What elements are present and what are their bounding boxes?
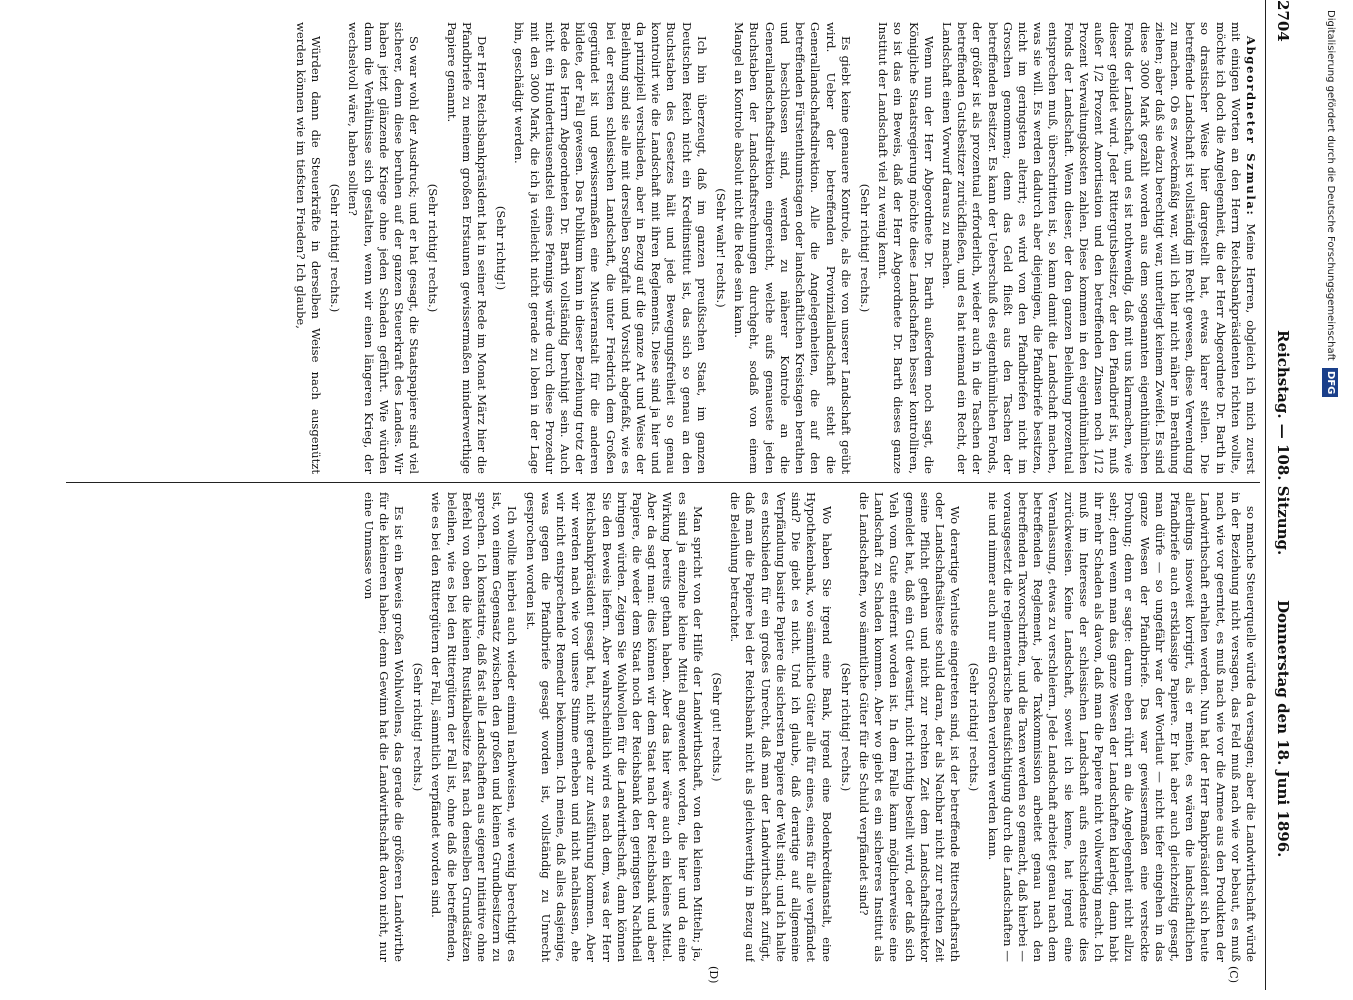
paragraph: Wo haben Sie irgend eine Bank, irgend eine Bodenkreditanstalt, eine Hypothekenbank, wo sämmtliche Güter alle für eines, eines für alle verpfändet sind? Die giebt es nicht. Und ich glaube, daß derartige auf allgemeine Verpfändung basirte Papiere die sichersten Papiere der Welt sind; und ich halte es entschieden für ein großes Unrecht, daß man der Landwirthschaft zufügt, daß man die Papiere bei der Reichsbank nicht als gleichwerthig in Bezug auf die Beleihung betrachtet.: [728, 492, 834, 962]
interjection: (Sehr richtig! rechts.): [411, 662, 426, 792]
paragraph: Wenn nun der Herr Abgeordnete Dr. Barth außerdem noch sagt, die Königliche Staatsregierung möchte diese Landschaften besser kontrolliren, so ist das ein Beweis, daß der Herr Abgeordnete Dr. Barth dieses ganze Institut der Landschaft viel zu wenig kennt.: [876, 22, 936, 474]
right-column: [68, 492, 1258, 962]
paragraph: Es giebt keine genauere Kontrole, als die von unserer Landschaft geübt wird. Ueber der betreffenden Provinziallandschaft steht die Generallandschaftsdirektion. Alle die Angelegenheiten, die auf den betreffenden Fürstenthumstagen oder landschaftlichen Kreistagen berathen und beschlossen sind, werden zu näherer Kontrole an die Generallandschaftsdirektion eingereicht, welche aufs genaueste jeden Buchstaben der Landschaftsrechnungen durchgeht, sodaß von einem Mangel an Kontrole absolut nicht die Rede sein kann.: [732, 22, 853, 474]
page-number: 2704: [1274, 0, 1292, 42]
interjection: (Sehr richtig! rechts.): [857, 183, 872, 313]
interjection: (Sehr wahr! rechts.): [714, 188, 729, 308]
paragraph: Würden dann die Steuerkräfte in derselben Weise nach ausgenützt werden können wie im tiefsten Frieden? Ich glaube,: [293, 22, 324, 474]
paragraph: [939, 22, 1258, 474]
left-column: [68, 22, 1258, 474]
digitization-credit: [1318, 10, 1342, 690]
session-title: Reichstag. — 108. Sitzung.: [1274, 330, 1292, 556]
margin-marker-c: (C): [1227, 966, 1240, 983]
credit-text: Digitalisierung gefördert durch die Deutsche Forschungsgemeinschaft: [1325, 10, 1336, 361]
document-page: [60, 0, 1300, 990]
interjection: (Sehr richtig! rechts.): [838, 662, 853, 792]
speaker-name: Abgeordneter Szmula:: [1244, 36, 1258, 217]
interjection: (Sehr richtig! rechts.): [426, 183, 441, 313]
paragraph: Man spricht von der Hilfe der Landwirthschaft, von den kleinen Mitteln; ja, es sind ja einzelne kleine Mittel angewendet worden, die hier und da eine Wirkung bereits gethan haben. Aber das hier wäre auch ein kleines Mittel. Aber da sagt man: dies können wir dem Staat nach der Reichsbank und aber Papiere, die weder dem Staat noch der Reichsbank den geringsten Nachtheil bringen würden. Zeigen Sie Wohlwollen für die Landwirthschaft, dann können Sie den Beweis liefern. Aber wahrscheinlich wird es nach dem, was der Herr Reichsbankpräsident gesagt hat, nicht gerade zur Ausführung kommen. Aber wir werden nach wie vor unsere Stimme erheben und nicht nachlassen, ehe wir nicht entsprechende Remedur bekommen. Ich meine, daß alles dasjenige, was gegen die Pfandbriefe gesagt worden ist, vollständig zu Unrecht gesprochen worden ist.: [523, 492, 705, 962]
interjection: (Sehr gut! rechts.): [710, 672, 725, 782]
dfg-logo: DFG: [1322, 368, 1338, 397]
header-rule: [1265, 0, 1266, 990]
paragraph: so manche Steuerquelle würde da versagen; aber die Landwirthschaft würde in der Beziehung nicht versagen, das Feld muß nach wie vor bebaut, es muß nach wie vor geerntet, es muß nach wie vor die Armee aus den Produkten der Landwirthschaft erhalten werden. Nun hat der Herr Bankpräsident sich heute allerdings insoweit korrigirt, als er meinte, es wären die landschaftlichen Pfandbriefe auch erstklassige Papiere. Er hat aber auch gleichzeitig gesagt, man dürfe — so ungefähr war der Wortlaut — nicht tiefer eingehen in das ganze Wesen der Pfandbriefe. Das war gewissermaßen eine versteckte Drohung; denn er sagte: darum eben rührt an die Angelegenheit nicht allzu sehr; denn wenn man das ganze Wesen der Landschaften klarlegt, dann habt ihr mehr Schaden als davon, daß man die Papiere nicht vollwerthig macht. Ich muß im Interesse der schlesischen Landschaft aufs entschiedenste dies zurückweisen. Keine Landschaft, soweit ich sie kenne, hat irgend eine Veranlassung, etwas zu verschleiern. Jede Landschaft arbeitet genau nach dem betreffenden Reglement, jede Taxkommission arbeitet genau nach den betreffenden Taxvorschriften, und die Taxen werden so gemacht, daß hierbei — vorausgesetzt die reglementarische Beaufsichtigung durch die Landschaften — nie und nimmer auch nur ein Groschen verloren werden kann.: [985, 492, 1258, 962]
paragraph: Ich wollte hierbei auch wieder einmal nachweisen, wie wenig berechtigt es ist, von einem Gegensatz zwischen den großen und kleinen Grundbesitzern zu sprechen. Ich konstatire, daß fast alle Landschaften aus eigener Initiative ohne Befehl von oben die kleinen Rustikalbesitze fast nach denselben Grundsätzen beleihen, wie es bei den Rittergütern der Fall ist, ohne daß die betreffenden, wie es bei den Rittergütern der Fall, sämmtlich verpfändet worden sind.: [429, 492, 520, 962]
speech-text: Meine Herren, obgleich ich mich zuerst mit einigen Worten an den Herrn Reichsbankpräsidenten richten wollte, möchte ich doch die Angelegenheit, die der Herr Abgeordnete Dr. Barth in so drastischer Weise hier dargestellt hat, etwas klarer stellen. Die betreffende Landschaft ist vollständig im Recht gewesen, diese Verwendung zu machen. Ob es zweckmäßig war, will ich hier nicht näher in Berathung ziehen; aber daß sie dazu berechtigt war, unterliegt keinem Zweifel. Es sind diese 3000 Mark gezahlt worden aus dem sogenannten eigenthümlichen Fonds der Landschaft, und es ist nothwendig, daß mit uns klarmachen, wie dieser gebildet wird. Jeder Rittergutsbesitzer, der den Pfandbrief ist, muß außer 1/2 Prozent Amortisation und den betreffenden Zinsen noch 1/12 Prozent Verwaltungskosten zahlen. Diese kommen in den eigenthümlichen Fonds der Landschaft. Wenn dieser, der den ganzen Beleihung prozentual entsprechen muß, überschritten ist, so kann damit die Landschaft machen, was sie will. Es werden dadurch aber diejenigen, die Pfandbriefe besitzen, nicht im geringsten alterirt; es wird von den Pfandbriefen nicht im Groschen genommen; denn das Geld fließt aus den Taschen der betreffenden Besitzer. Es kann der Ueberschuß des eigenthümlichen Fonds, der größer ist als prozentual erforderlich, wieder auch in die Taschen der betreffenden Gutsbesitzer zurückfließen, und es hat niemand ein Recht, der Landschaft einen Vorwurf daraus zu machen.: [939, 22, 1258, 474]
running-header: [1268, 0, 1292, 990]
interjection: (Sehr richtig! rechts.): [967, 662, 982, 792]
interjection: (Sehr richtig!): [494, 205, 509, 291]
paragraph: Wo derartige Verluste eingetreten sind, ist der betreffende Ritterschaftsrath oder Landschaftsälteste schuld daran, der als Nachbar nicht zur rechten Zeit seine Pflicht gethan und nicht zur rechten Zeit dem Landschaftsdirektor gemeldet hat, daß ein Gut devastirt, nicht richtig bestellt wird, oder daß sich Vieh vom Gute entfernt worden ist. In dem Falle kann möglicherweise eine Landschaft zu Schaden kommen. Aber wo giebt es ein sichereres Institut als die Landschaften, wo sämmtliche Güter für die Schuld verpfändet sind?: [856, 492, 963, 962]
session-date: Donnerstag den 18. Juni 1896.: [1274, 600, 1292, 858]
paragraph: Der Herr Reichsbankpräsident hat in seiner Rede im Monat März hier die Pfandbriefe zu meinem großen Erstaunen gewissermaßen minderwerthige Papiere genannt.: [444, 22, 490, 474]
margin-marker-d: (D): [707, 966, 720, 984]
column-rule: [66, 482, 1260, 483]
paragraph: Ich bin überzeugt, daß im ganzen preußischen Staat, im ganzen Deutschen Reich nicht ein Kreditinstitut ist, das sich so genau an den Buchstaben des Gesetzes hält und jede Bewegungsfreiheit so genau kontrolirt wie die Landschaft mit ihren Reglements. Diese sind ja hier und da prinzipiell verschieden, aber in Bezug auf die ganze Art und Weise der Beleihung sind sie alle mit derselben Sorgfalt und Vorsicht abgefaßt, wie es bei der ersten schlesischen Landschaft, die unter Friedrich dem Großen gegründet ist und gewissermaßen eine Musteranstalt für die anderen bildete, der Fall gewesen. Das Publikum kann in dieser Beziehung trotz der Rede des Herrn Abgeordneten Dr. Barth vollständig beruhigt sein. Auch nicht ein Hunderttausendstel eines Pfennigs würde durch diese Prozedur mit den 3000 Mark, die ich ja vielleicht nicht gerade zu loben in der Lage bin, geschädigt werden.: [512, 22, 709, 474]
paragraph: Es ist ein Beweis großen Wohlwollens, das gerade die größeren Landwirthe für die kleineren haben; denn Gewinn hat die Landwirthschaft davon nicht, nur eine Unmasse von: [361, 492, 407, 962]
interjection: (Sehr richtig! rechts.): [328, 183, 343, 313]
paragraph: So war wohl der Ausdruck; und er hat gesagt, die Staatspapiere sind viel sicherer, denn diese beruhen auf der ganzen Steuerkraft des Landes. Wir haben jetzt glänzende Kriege ohne jeden Schaden geführt. Wie würden dann die Verhältnisse sich gestalten, wenn wir einen längeren Krieg, der wechselvoll wäre, haben sollten?: [346, 22, 422, 474]
